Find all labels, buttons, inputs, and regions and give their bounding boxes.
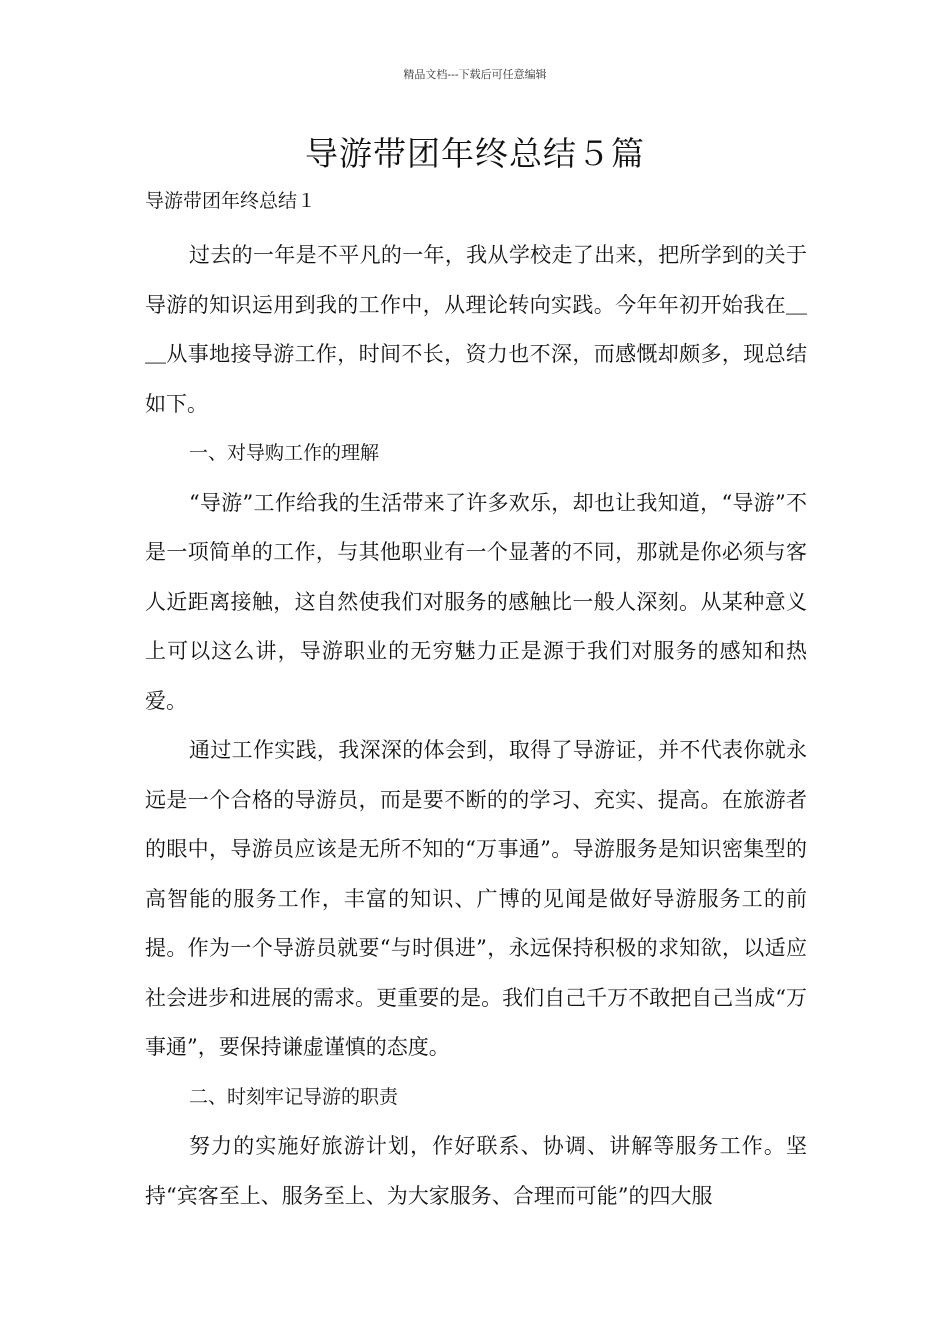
- document-body: [145, 185, 807, 1221]
- paragraph: “导游”工作给我的生活带来了许多欢乐，却也让我知道，“导游”不是一项简单的工作，与其他职业有一个显著的不同，那就是你必须与客人近距离接触，这自然使我们对服务的感触比一般人深刻。从某种意义上可以这么讲，导游职业的无穷魅力正是源于我们对服务的感知和热爱。: [145, 490, 807, 713]
- paragraph: 通过工作实践，我深深的体会到，取得了导游证，并不代表你就永远是一个合格的导游员，而是要不断的的学习、充实、提高。在旅游者的眼中，导游员应该是无所不知的“万事通”。导游服务是知识密集型的高智能的服务工作，丰富的知识、广博的见闻是做好导游服务工的前提。作为一个导游员就要“与时俱进”，永远保持积极的求知欲，以适应社会进步和进展的需求。更重要的是。我们自己千万不敢把自己当成“万事通”，要保持谦虚谨慎的态度。: [145, 738, 807, 1059]
- section-subtitle: 导游带团年终总结１: [145, 190, 317, 212]
- section-heading: 一、对导购工作的理解: [189, 442, 380, 464]
- paragraph: 努力的实施好旅游计划，作好联系、协调、讲解等服务工作。坚持“宾客至上、服务至上、为大家服务、合理而可能”的四大服: [145, 1134, 807, 1208]
- section-heading: 二、时刻牢记导游的职责: [189, 1085, 399, 1108]
- paragraph: 过去的一年是不平凡的一年，我从学校走了出来，把所学到的关于导游的知识运用到我的工作中，从理论转向实践。今年年初开始我在＿＿从事地接导游工作，时间不长，资力也不深，而感慨却颇多，现总结如下。: [145, 243, 807, 416]
- header-note: 精品文档---下载后可任意编辑: [403, 68, 547, 81]
- document-title: 导游带团年终总结５篇: [305, 134, 645, 173]
